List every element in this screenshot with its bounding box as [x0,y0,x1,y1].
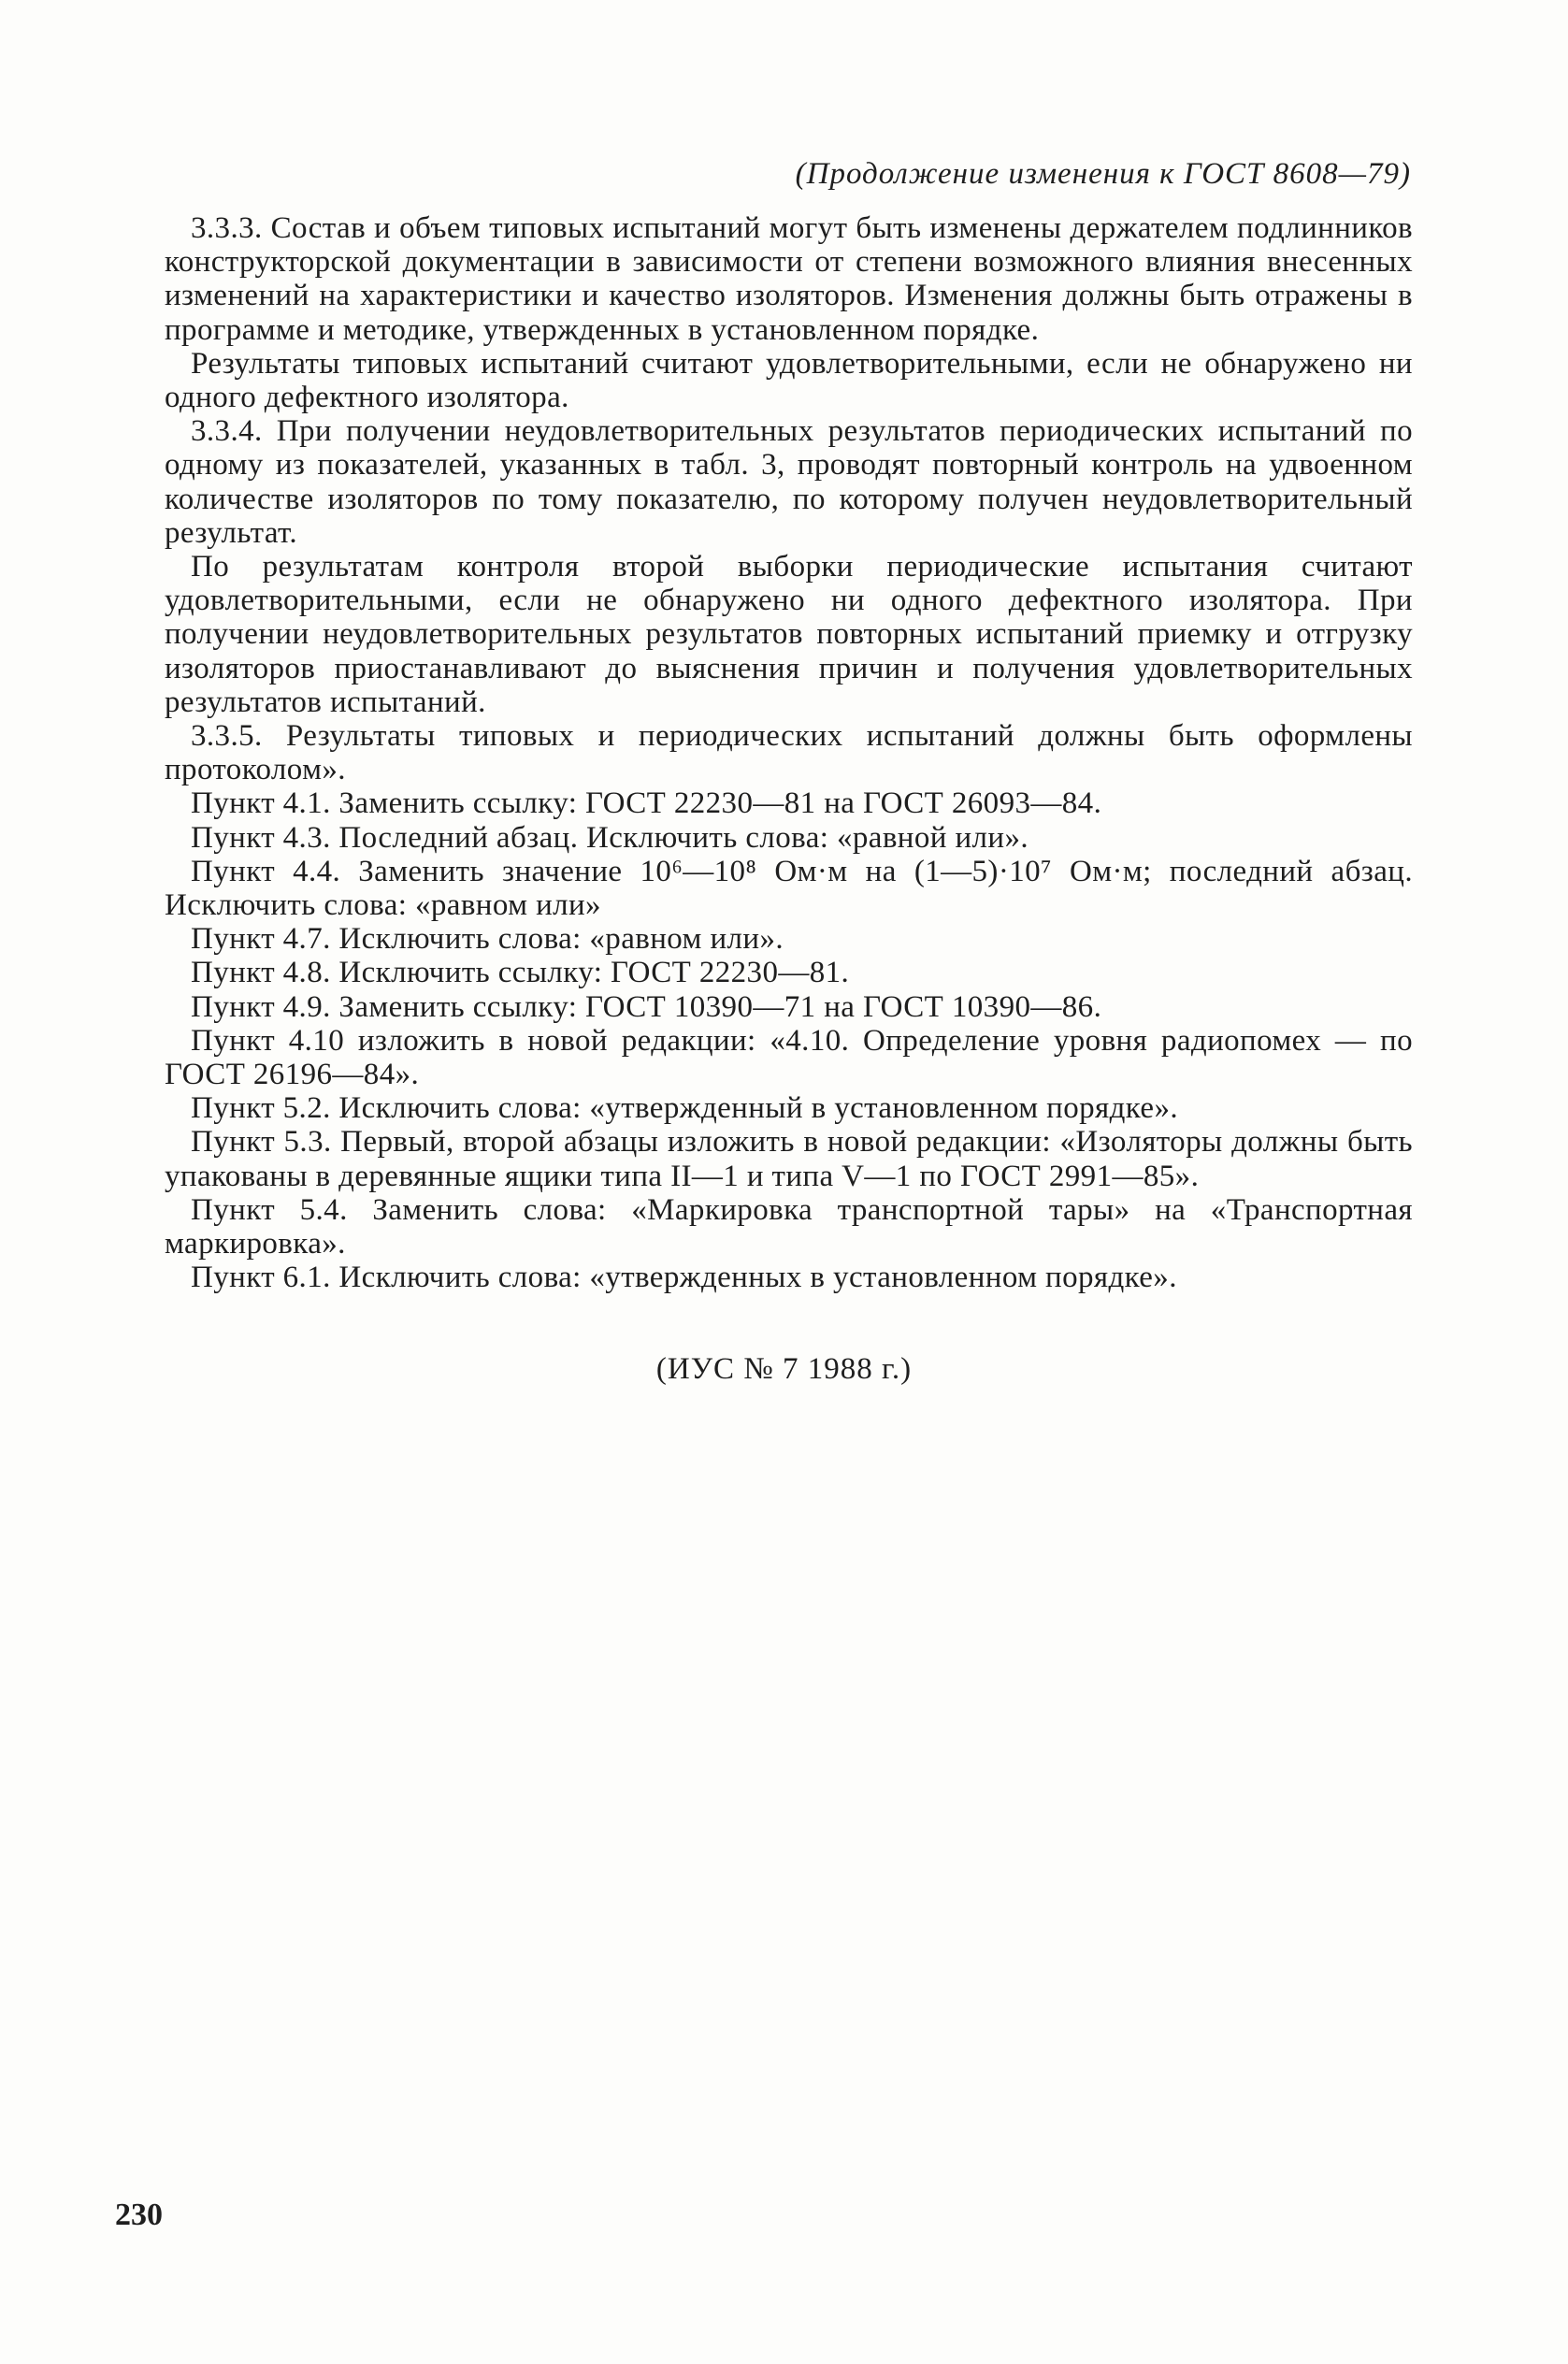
paragraph-item-4-9: Пункт 4.9. Заменить ссылку: ГОСТ 10390—71 на ГОСТ 10390—86. [191,989,1102,1024]
paragraph-item-5-3: Пункт 5.3. Первый, второй абзацы изложить в новой редакции: «Изоляторы должны быть упакованы в деревянные ящики типа II—1 и типа V—1 по ГОСТ 2991—85». [165,1125,1413,1193]
paragraph-typical-results: Результаты типовых испытаний считают удовлетворительными, если не обнаружено ни одного дефектного изолятора. [165,346,1413,415]
paragraph-item-5-4: Пункт 5.4. Заменить слова: «Маркировка транспортной тары» на «Транспортная маркировка». [165,1192,1413,1261]
paragraph-item-6-1: Пункт 6.1. Исключить слова: «утвержденных в установленном порядке». [191,1261,1177,1295]
source-note: (ИУС № 7 1988 г.) [655,1352,913,1386]
paragraph-3-3-3: 3.3.3. Состав и объем типовых испытаний могут быть изменены держателем подлинников конструкторской документации в зависимости от степени возможного влияния внесенных изменений на характеристики и качество изоляторов. Изменения должны быть отражены в программе и методике, утвержденных в установленном порядке. [165,211,1413,347]
paragraph-item-4-3: Пункт 4.3. Последний абзац. Исключить слова: «равной или». [191,820,1029,855]
paragraph-item-4-8: Пункт 4.8. Исключить ссылку: ГОСТ 22230—81. [191,956,850,990]
document-body [165,211,1413,1295]
paragraph-item-4-1: Пункт 4.1. Заменить ссылку: ГОСТ 22230—81 на ГОСТ 26093—84. [191,786,1102,821]
paragraph-3-3-4: 3.3.4. При получении неудовлетворительных результатов периодических испытаний по одному из показателей, указанных в табл. 3, проводят повторный контроль на удвоенном количестве изоляторов по тому показателю, по которому получен неудовлетворительный результат. [165,414,1413,550]
paragraph-item-5-2: Пункт 5.2. Исключить слова: «утвержденный в установленном порядке». [191,1091,1179,1126]
paragraph-item-4-10: Пункт 4.10 изложить в новой редакции: «4.10. Определение уровня радиопомех — по ГОСТ 26196—84». [165,1023,1413,1092]
paragraph-item-4-4: Пункт 4.4. Заменить значение 10⁶—10⁸ Ом·м на (1—5)·10⁷ Ом·м; последний абзац. Исключить слова: «равном или» [165,854,1413,923]
paragraph-item-4-7: Пункт 4.7. Исключить слова: «равном или». [191,922,784,957]
paragraph-second-sample: По результатам контроля второй выборки периодические испытания считают удовлетворительными, если не обнаружено ни одного дефектного изолятора. При получении неудовлетворительных результатов повторных испытаний приемку и отгрузку изоляторов приостанавливают до выяснения причин и получения удовлетворительных результатов испытаний. [165,550,1413,719]
page-number: 230 [115,2198,163,2232]
paragraph-3-3-5: 3.3.5. Результаты типовых и периодических испытаний должны быть оформлены протоколом». [165,719,1413,787]
running-header: (Продолжение изменения к ГОСТ 8608—79) [795,157,1411,191]
